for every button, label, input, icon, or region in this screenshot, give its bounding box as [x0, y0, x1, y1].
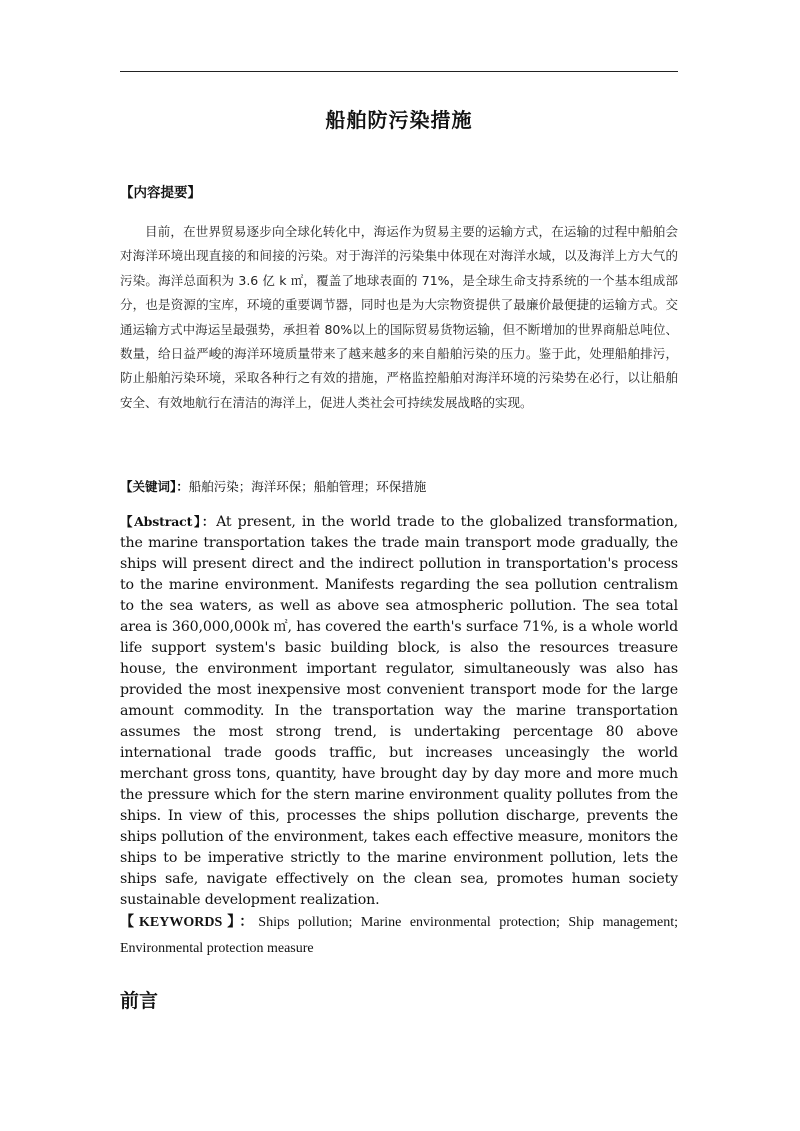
abstract-text: At present, in the world trade to the globalized transformation, the marine transportation takes the trade main transport mode gradually, the ships will present direct and the indirect pollution in transportation's process to the marine environment. Manifests regarding the sea pollution centralism to the sea waters, as well as above sea atmospheric pollution. The sea total area is 360,000,000k ㎡, has covered the earth's surface 71%, is a whole world life support system's basic building block, is also the resources treasure house, the environment important regulator, simultaneously was also has provided the most inexpensive most convenient transport mode for the large amount commodity. In the transportation way the marine transportation assumes the most strong trend, is undertaking percentage 80 above international trade goods traffic, but increases unceasingly the world merchant gross tons, quantity, have brought day by day more and more much the pressure which for the stern marine environment quality pollutes from the ships. In view of this, processes the ships pollution discharge, prevents the ships pollution of the environment, takes each effective measure, monitors the ships to be imperative strictly to the marine environment pollution, lets the ships safe, navigate effectively on the clean sea, promotes human society sustainable development realization. — [120, 514, 678, 908]
keywords-en-line — [120, 910, 678, 962]
keywords-zh-label: 【关键词】： — [120, 479, 189, 494]
foreword-heading: 前言 — [120, 990, 159, 1012]
keywords-en-label: 【KEYWORDS】： — [120, 915, 259, 930]
keywords-zh-value: 船舶污染；海洋环保；船舶管理；环保措施 — [188, 479, 427, 494]
summary-paragraph: 目前，在世界贸易逐步向全球化转化中，海运作为贸易主要的运输方式，在运输的过程中船舶会对海洋环境出现直接的和间接的污染。对于海洋的污染集中体现在对海洋水域，以及海洋上方大气的污染。海洋总面积为 3.6 亿 k ㎡，覆盖了地球表面的 71%，是全球生命支持系统的一个基本组成部分，也是资源的宝库，环境的重要调节器，同时也是为大宗物资提供了最廉价最便捷的运输方式。交通运输方式中海运呈最强势，承担着 80%以上的国际贸易货物运输，但不断增加的世界商船总吨位、数量，给日益严峻的海洋环境质量带来了越来越多的来自船舶污染的压力。鉴于此，处理船舶排污，防止船舶污染环境，采取各种行之有效的措施，严格监控船舶对海洋环境的污染势在必行，以让船舶安全、有效地航行在清洁的海洋上，促进人类社会可持续发展战略的实现。 — [120, 224, 678, 410]
keywords-en-value: Ships pollution; Marine environmental protection; Ship management; Environmental protection measure — [120, 915, 678, 956]
header-rule — [120, 71, 678, 72]
keywords-zh-line — [120, 477, 678, 495]
summary-label: 【内容提要】 — [120, 185, 201, 201]
document-title: 船舶防污染措施 — [325, 108, 473, 132]
abstract-label: 【Abstract】： — [120, 514, 217, 529]
abstract-paragraph — [120, 511, 678, 911]
